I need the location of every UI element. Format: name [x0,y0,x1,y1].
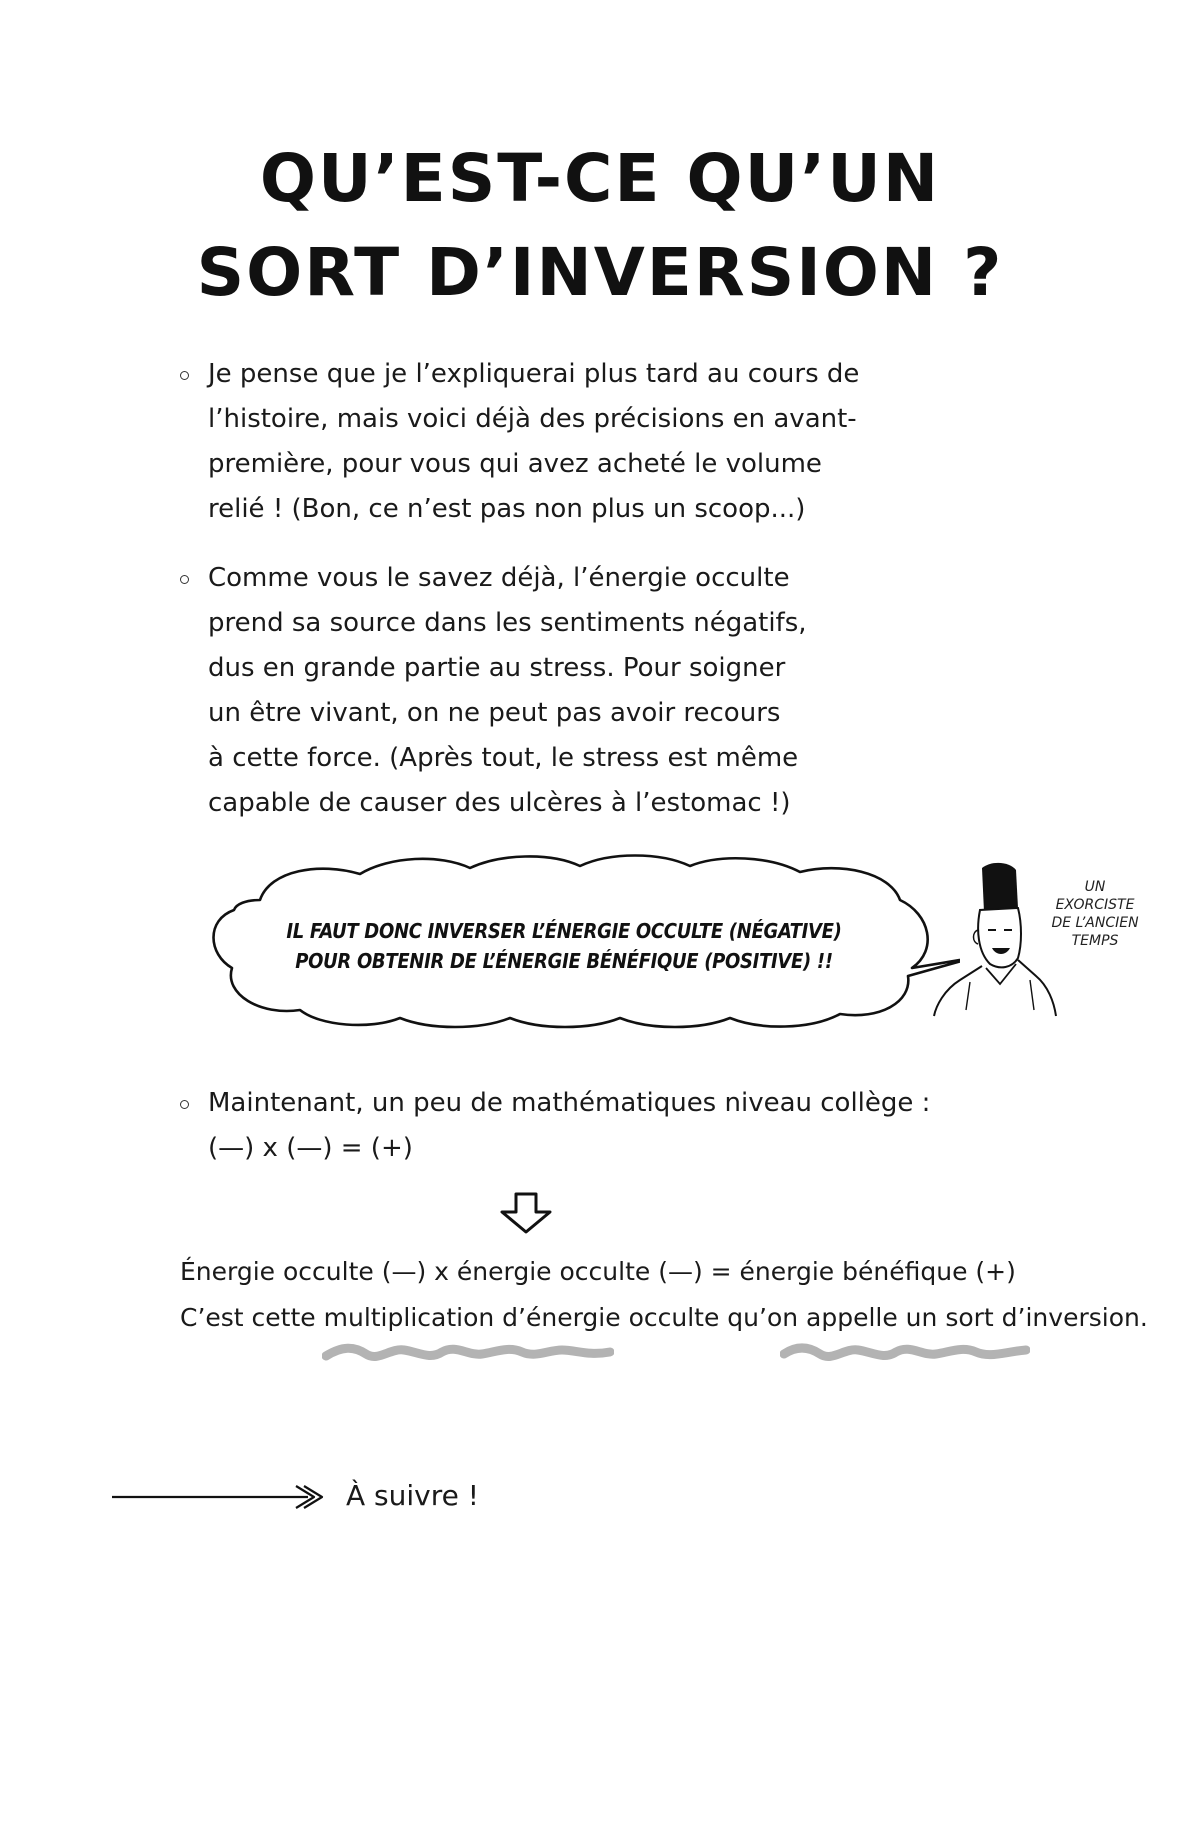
bullet-paragraph-3 [180,1081,930,1171]
paragraph-line: un être vivant, on ne peut pas avoir recours [208,698,781,728]
paragraph-line: première, pour vous qui avez acheté le volume [208,449,822,479]
bullet-circle-icon [180,575,189,584]
arrow-right-icon [110,1480,325,1514]
page-title-line-2: SORT D’INVERSION ? [196,234,1004,311]
formula-conclusion: C’est cette multiplication d’énergie occulte qu’on appelle un sort d’inversion. [180,1303,1148,1332]
to-be-continued-text: À suivre ! [346,1479,479,1512]
down-arrow-icon [498,1190,554,1236]
paragraph-line: Je pense que je l’expliquerai plus tard au cours de [208,359,860,389]
caption-line: TEMPS [1071,933,1119,949]
paragraph-line: prend sa source dans les sentiments négatifs, [208,608,807,638]
caption-line: EXORCISTE [1055,897,1135,913]
formula-line: Énergie occulte (—) x énergie occulte (—) = énergie bénéfique (+) [180,1257,1016,1286]
paragraph-line: capable de causer des ulcères à l’estomac !) [208,788,791,818]
caption-line: DE L’ANCIEN [1051,915,1139,931]
page-title-line-1: QU’EST-CE QU’UN [259,140,941,217]
math-equation: (—) x (—) = (+) [208,1133,413,1163]
highlight-squiggle [780,1340,1030,1364]
highlight-squiggle [322,1340,614,1364]
speech-line: POUR OBTENIR DE L’ÉNERGIE BÉNÉFIQUE (POSITIVE) !! [295,949,833,973]
paragraph-line: dus en grande partie au stress. Pour soigner [208,653,786,683]
paragraph-line: relié ! (Bon, ce n’est pas non plus un scoop...) [208,494,806,524]
speech-line: IL FAUT DONC INVERSER L’ÉNERGIE OCCULTE (NÉGATIVE) [286,919,842,943]
paragraph-line: Comme vous le savez déjà, l’énergie occulte [208,563,790,593]
bullet-paragraph-2 [180,556,807,826]
speech-bubble-text [224,916,904,976]
paragraph-line: Maintenant, un peu de mathématiques niveau collège : [208,1088,931,1118]
paragraph-line: à cette force. (Après tout, le stress est même [208,743,799,773]
paragraph-line: l’histoire, mais voici déjà des précisions en avant- [208,404,857,434]
bullet-paragraph-1 [180,352,859,532]
bullet-circle-icon [180,1100,189,1109]
bullet-circle-icon [180,371,189,380]
caption-line: UN [1084,879,1106,895]
character-caption [1040,878,1150,950]
